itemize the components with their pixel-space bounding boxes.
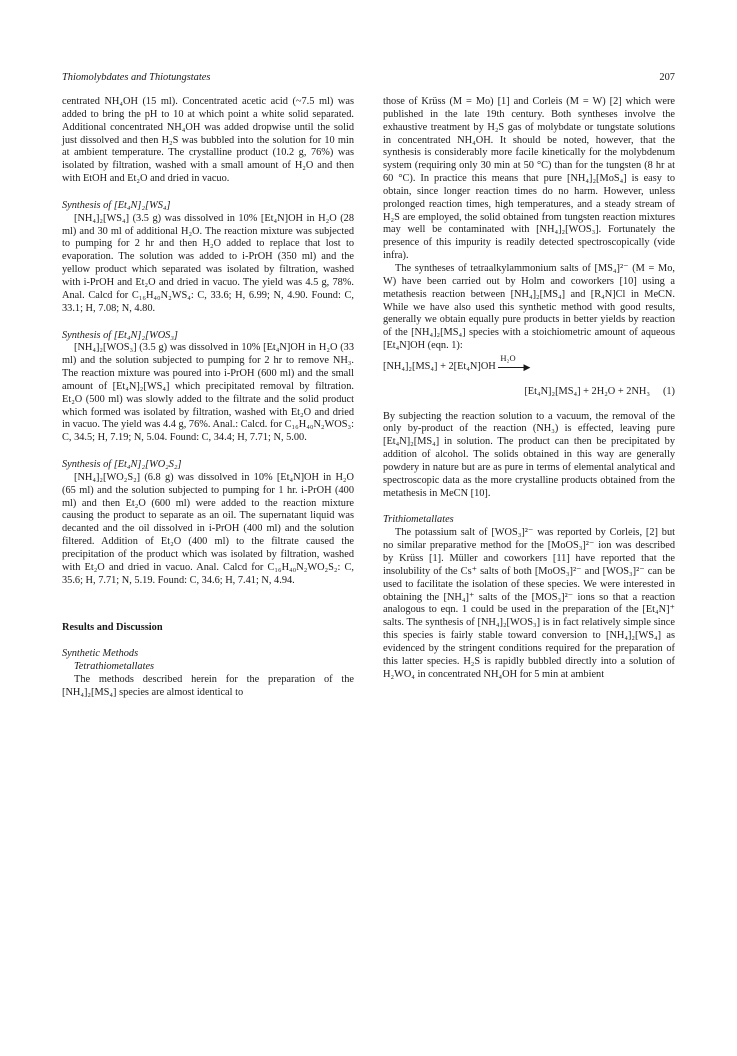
running-title: Thiomolybdates and Thiotungstates [62, 72, 211, 83]
equation-line-1 [383, 352, 675, 374]
results-heading: Results and Discussion [62, 621, 163, 633]
subsection-heading: Trithiometallates [383, 514, 454, 526]
paragraph: The methods described herein for the preparation of the [NH₄]₂[MS₄] species are almost identical to [62, 674, 354, 698]
paragraph: By subjecting the reaction solution to a vacuum, the removal of the only by-product of the reaction (NH₃) is effected, leaving pure [Et₄N]₂[MS₄] in solution. The product can then be precipitated by addition of alcohol. The solids obtained in this way are generally powdery in nature but are as pure in terms of elemental analytical and spectroscopic data as the more crystalline products obtained from the metathesis in MeCN [10]. [383, 410, 675, 499]
section-heading: Synthesis of [Et₄N]₂[WO₂S₂] [62, 459, 182, 471]
section-heading: Synthesis of [Et₄N]₂[WS₄] [62, 199, 171, 211]
paragraph: centrated NH₄OH (15 ml). Concentrated acetic acid (~7.5 ml) was added to bring the pH to 10 at which point a white solid separated. Additional concentrated NH₄OH was added dropwise until the solid just dissolved and then H₂S was bubbled into the solution for 10 min at ambient temperature. The crystalline product (10.2 g, 76%) was isolated by filtration, washed with a small amount of H₂O and then with EtOH and Et₂O and dried in vacuo. [62, 96, 354, 185]
equation-rhs: [Et₄N]₂[MS₄] + 2H₂O + 2NH₃ [524, 385, 650, 397]
equation-line-2 [383, 386, 675, 399]
paragraph: [NH₄]₂[WO₂S₂] (6.8 g) was dissolved in 10% [Et₄N]OH in H₂O (65 ml) and the solution subjected to pumping for 1 hr. i-PrOH (400 ml) and then Et₂O (600 ml) were added to the reaction mixture causing the product to separate as an oil. The supernatant liquid was decanted and the oil dissolved in i-PrOH (400 ml) and the solution filtered. Addition of Et₂O (400 ml) to the filtrate caused the precipitation of the product which was isolated by filtration, washed with Et₂O and dried in vacuo. Anal. Calcd for C₁₆H₄₀N₂WO₂S₂: C, 35.6; H, 7.71; N, 5.19. Found: C, 34.6; H, 7.41; N, 4.94. [62, 471, 354, 586]
equation-lhs: [NH₄]₂[MS₄] + 2[Et₄N]OH [383, 360, 496, 372]
arrow-condition: H₂O [500, 352, 516, 363]
subsection-heading: Synthetic Methods [62, 648, 139, 660]
equation-number: (1) [662, 385, 675, 397]
section-heading: Synthesis of [Et₄N]₂[WOS₃] [62, 329, 178, 341]
paragraph: those of Krüss (M = Mo) [1] and Corleis (M = W) [2] which were published in the late 19th century. Both syntheses involve the exhaustive treatment by H₂S gas of molybdate or tungstate solutions in concentrated NH₄OH. It should be noted, however, that the synthesis is considerably more facile kinetically for the molybdenum system (requiring only 30 min at 50 °C) than for the tungsten (8 hr at 60 °C). In practice this means that pure [NH₄]₂[MoS₄] is easy to obtain, since longer reaction times do no harm. However, unless prolonged reaction times, high temperatures, and a steady stream of H₂S are employed, the solid obtained from tungsten reaction mixtures may well be contaminated with [NH₄]₂[WOS₃]. Fortunately the presence of this impurity is readily detected spectroscopically (vide infra). [383, 96, 675, 262]
reaction-arrow-icon: H₂O ▶ [500, 352, 531, 372]
paragraph: The potassium salt of [WOS₃]²⁻ was reported by Corleis, [2] but no similar preparative method for the [MoOS₃]²⁻ ion was described by Krüss [1]. Müller and coworkers [11] have reported that the insolubility of the Cs⁺ salts of both [MoOS₃]²⁻ and [WOS₃]²⁻ can be used to facilitate the isolation of these species. We were interested in obtaining the [NH₄]⁺ salts of the [MOS₃]²⁻ ions so that a reaction analogous to eqn. 1 could be used in the preparation of the [Et₄N]⁺ salts. The synthesis of [NH₄]₂[WOS₃] is in fact relatively simple since this species is fairly stable toward conversion to [NH₄]₂[WS₄] as evidenced by the stringent conditions required for the preparation of this latter species. H₂S is rapidly bubbled directly into a solution of H₂WO₄ in concentrated NH₄OH for 5 min at ambient [383, 527, 675, 680]
paragraph: The syntheses of tetraalkylammonium salts of [MS₄]²⁻ (M = Mo, W) have been carried out by Holm and coworkers [10] using a metathesis reaction between [NH₄]₂[MS₄] and [R₄N]Cl in MeCN. While we have also used this synthetic method with good results, generally we obtain equally pure products in better yields by reaction of the [NH₄]₂[MS₄] species with a stoichiometric amount of aqueous [Et₄N]OH (eqn. 1): [383, 262, 675, 352]
paragraph: [NH₄]₂[WS₄] (3.5 g) was dissolved in 10% [Et₄N]OH in H₂O (28 ml) and 30 ml of additional H₂O. The reaction mixture was subjected to pumping for 2 hr and then H₂O added to replace that lost to evaporation. The solution was added to i-PrOH (350 ml) and the yellow product which separated was isolated by filtration, washed with i-PrOH and Et₂O and dried in vacuo. The yield was 4.5 g, 78%. Anal. Calcd for C₁₆H₄₀N₂WS₄: C, 33.6; H, 6.99; N, 4.90. Found: C, 33.1; H, 7.08; N, 4.80. [62, 212, 354, 314]
paragraph: [NH₄]₂[WOS₃] (3.5 g) was dissolved in 10% [Et₄N]OH in H₂O (33 ml) and the solution subjected to pumping for 2 hr to remove NH₃. The reaction mixture was poured into i-PrOH (600 ml) and the small amount of [Et₄N]₂[WS₄] which precipitated removal by filtration. Et₂O (500 ml) was slowly added to the filtrate and the solid product which formed was isolated by filtration, washed with Et₂O and dried in vacuo. The yield was 4.4 g, 76%. Anal.: Calcd. for C₁₆H₄₀N₂WOS₃: C, 34.5; H, 7.19; N, 5.04. Found: C, 34.4; H, 7.71; N, 5.00. [62, 342, 354, 444]
page-number: 207 [659, 72, 675, 83]
right-column [383, 96, 675, 681]
subsubsection-heading: Tetrathiometallates [74, 661, 155, 673]
left-column [62, 96, 354, 700]
